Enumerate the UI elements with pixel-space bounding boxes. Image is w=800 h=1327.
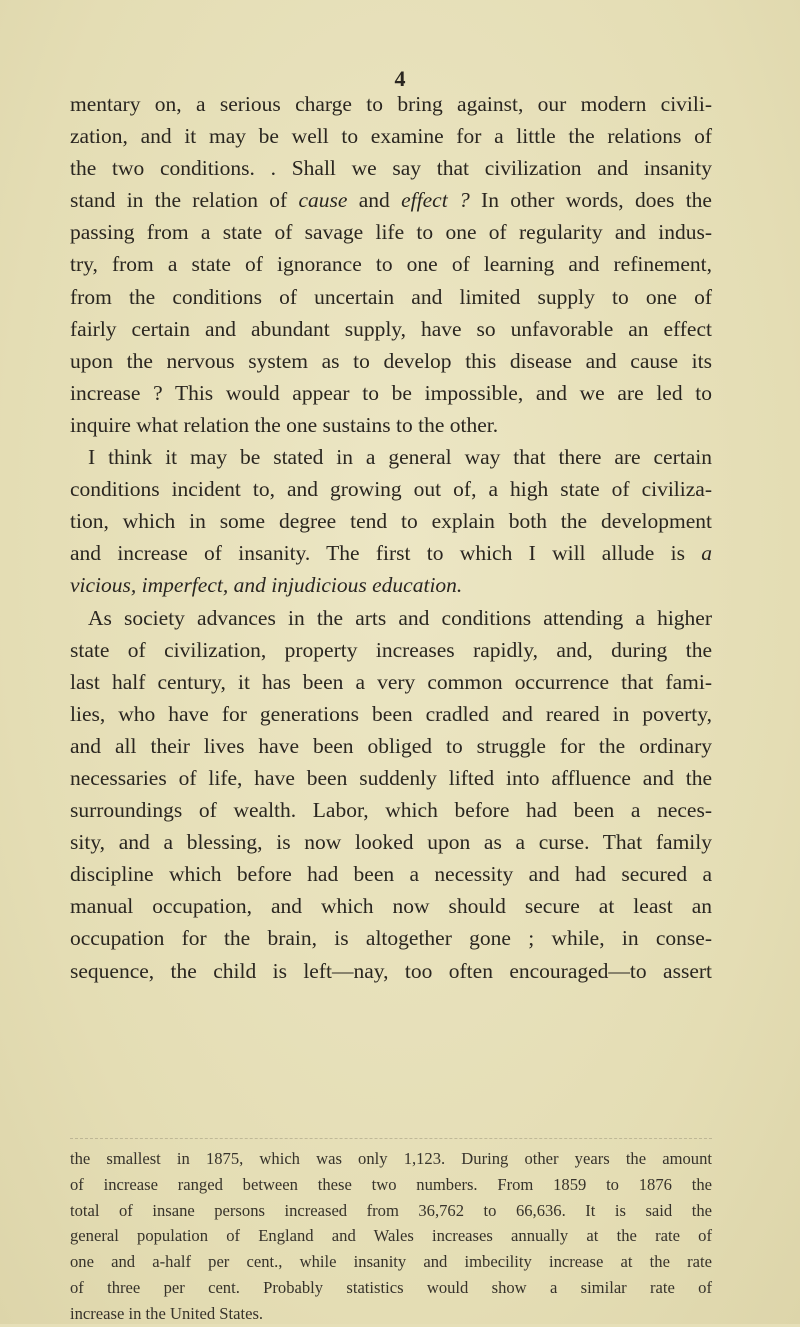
text-run: manual occupation, and which now should secure at least an <box>70 894 712 919</box>
italic-text-run: a <box>701 541 712 566</box>
text-run: general population of England and Wales increases annually at the rate of <box>70 1226 712 1246</box>
page-number: 4 <box>394 66 406 91</box>
text-run: fairly certain and abundant supply, have so unfavorable an effect <box>70 316 712 341</box>
footnote-line <box>70 1223 712 1249</box>
text-run: upon the nervous system as to develop this disease and cause its <box>70 348 712 373</box>
text-run: of increase ranged between these two numbers. From 1859 to 1876 the <box>70 1174 712 1194</box>
footnote-line <box>70 1249 712 1275</box>
text-run: surroundings of wealth. Labor, which before had been a neces- <box>70 798 712 823</box>
body-line <box>70 473 712 505</box>
body-line <box>70 698 712 730</box>
text-run: state of civilization, property increases rapidly, and, during the <box>70 637 712 662</box>
body-line <box>70 826 712 858</box>
text-run: discipline which before had been a necessity and had secured a <box>70 862 712 887</box>
main-text-block <box>70 88 712 987</box>
body-line <box>70 313 712 345</box>
italic-text-run: effect ? <box>401 188 470 213</box>
text-run: one and a-half per cent., while insanity and imbecility increase at the rate <box>70 1252 712 1272</box>
body-line <box>70 634 712 666</box>
italic-text-run: vicious, imperfect, and injudicious education. <box>70 573 463 598</box>
body-line <box>70 248 712 280</box>
body-line <box>70 216 712 248</box>
body-line <box>70 505 712 537</box>
body-line <box>70 120 712 152</box>
body-line <box>70 281 712 313</box>
body-line <box>70 377 712 409</box>
footnote-line <box>70 1172 712 1198</box>
text-run: and increase of insanity. The first to which I will allude is <box>70 541 702 566</box>
text-run: from the conditions of uncertain and limited supply to one of <box>70 284 712 309</box>
text-run: lies, who have for generations been cradled and reared in poverty, <box>70 701 712 726</box>
body-line <box>70 890 712 922</box>
text-run: tion, which in some degree tend to explain both the development <box>70 509 712 534</box>
text-run: increase ? This would appear to be impossible, and we are led to <box>70 380 712 405</box>
body-line <box>70 602 712 634</box>
body-line <box>70 409 712 441</box>
body-line <box>70 666 712 698</box>
text-run: As society advances in the arts and conditions attending a higher <box>88 605 712 630</box>
body-line <box>70 730 712 762</box>
text-run: necessaries of life, have been suddenly lifted into affluence and the <box>70 765 712 790</box>
text-run: try, from a state of ignorance to one of learning and refinement, <box>70 252 712 277</box>
text-run: last half century, it has been a very common occurrence that fami- <box>70 669 712 694</box>
body-line <box>70 184 712 216</box>
text-run: In other words, does the <box>469 188 712 213</box>
text-run: conditions incident to, and growing out of, a high state of civiliza- <box>70 477 712 502</box>
text-run: inquire what relation the one sustains to the other. <box>70 412 499 437</box>
text-run: total of insane persons increased from 36,762 to 66,636. It is said the <box>70 1200 712 1220</box>
body-line <box>70 858 712 890</box>
body-line <box>70 88 712 120</box>
text-run: I think it may be stated in a general way that there are certain <box>88 445 712 470</box>
body-line <box>70 537 712 569</box>
text-run: increase in the United States. <box>70 1303 264 1323</box>
italic-text-run: cause <box>298 188 348 213</box>
text-run: stand in the relation of <box>70 188 299 213</box>
text-run: the two conditions. . Shall we say that civilization and insanity <box>70 156 712 181</box>
text-run: mentary on, a serious charge to bring against, our modern civili- <box>70 92 712 116</box>
text-run: sequence, the child is left—nay, too often encouraged—to assert <box>70 958 712 983</box>
footnote-line <box>70 1146 712 1172</box>
body-line <box>70 955 712 987</box>
body-line <box>70 922 712 954</box>
footnote-separator <box>70 1138 712 1139</box>
text-run: zation, and it may be well to examine for a little the relations of <box>70 124 712 149</box>
text-run: passing from a state of savage life to one of regularity and indus- <box>70 220 712 245</box>
body-line <box>70 569 712 601</box>
footnote-line <box>70 1198 712 1224</box>
body-line <box>70 441 712 473</box>
text-run: sity, and a blessing, is now looked upon as a curse. That family <box>70 830 712 855</box>
text-run: occupation for the brain, is altogether gone ; while, in conse- <box>70 926 712 951</box>
text-run: of three per cent. Probably statistics would show a similar rate of <box>70 1277 712 1297</box>
text-run: and all their lives have been obliged to struggle for the ordinary <box>70 733 712 758</box>
body-line <box>70 762 712 794</box>
text-run: and <box>347 188 402 213</box>
body-line <box>70 794 712 826</box>
footnote-block <box>70 1146 712 1327</box>
body-line <box>70 345 712 377</box>
footnote-line <box>70 1275 712 1301</box>
text-run: the smallest in 1875, which was only 1,123. During other years the amount <box>70 1149 712 1168</box>
footnote-line <box>70 1301 712 1327</box>
body-line <box>70 152 712 184</box>
